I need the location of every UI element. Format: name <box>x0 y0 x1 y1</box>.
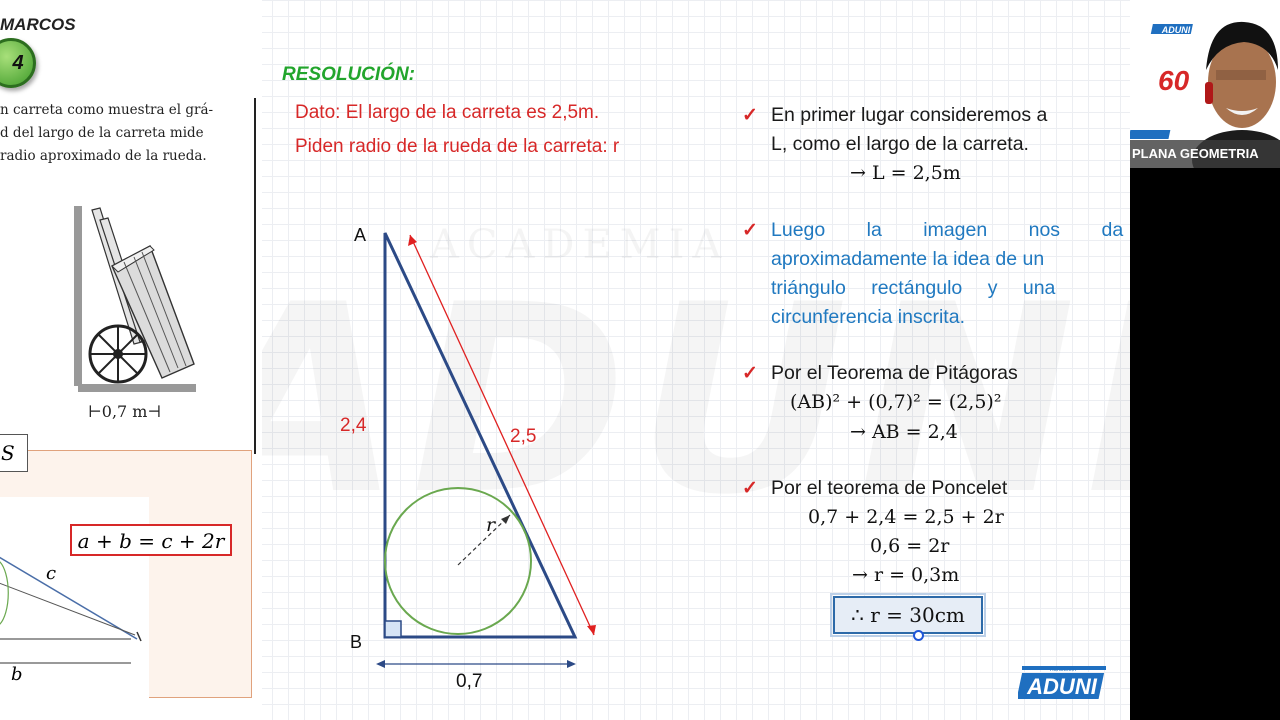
logo-text: ADUNI <box>1027 674 1097 699</box>
vertex-b-label: B <box>350 632 363 652</box>
pythagoras-equation: (AB)² + (0,7)² = (2,5)² <box>790 391 1002 413</box>
radius-label: r <box>486 514 496 536</box>
poncelet-result: → r = 0,3m <box>852 564 960 586</box>
step2-line3: triángulo rectángulo y una <box>771 277 1056 299</box>
webcam-logo-text: ADUNI <box>1161 25 1191 35</box>
poncelet-step2: 0,6 = 2r <box>870 535 950 557</box>
logo-sub-text: ACADEMIA <box>1049 667 1077 673</box>
step3-result: → AB = 2,4 <box>850 421 958 443</box>
base-label: 0,7 <box>456 671 483 692</box>
step3-title: Por el Teorema de Pitágoras <box>771 362 1018 384</box>
presenter-caption: PLANA GEOMETRIA <box>1130 140 1280 168</box>
pointer-cursor <box>913 630 924 641</box>
anniversary-badge: 60 <box>1158 65 1190 96</box>
poncelet-formula-box: a + b = c + 2r <box>70 524 232 556</box>
question-number: 4 <box>12 51 24 74</box>
exam-name: MARCOS <box>0 15 76 34</box>
check-icon: ✓ <box>742 363 758 384</box>
vertex-a-label: A <box>354 225 367 245</box>
section-tab: S <box>0 434 28 472</box>
problem-text-line-1: n carreta como muestra el grá- <box>0 102 214 118</box>
cart-illustration <box>72 202 202 400</box>
final-answer-box: ∴ r = 30cm <box>833 596 983 634</box>
hypotenuse-label-c: c <box>46 563 57 584</box>
right-triangle-diagram <box>330 215 620 695</box>
step4-title: Por el teorema de Poncelet <box>771 477 1008 499</box>
presenter-video <box>1130 0 1280 168</box>
given-data-text: Dato: El largo de la carreta es 2,5m. <box>295 102 600 123</box>
step2-line2: aproximadamente la idea de un <box>771 248 1045 270</box>
poncelet-equation: 0,7 + 2,4 = 2,5 + 2r <box>808 506 1004 528</box>
problem-text-line-3: radio aproximado de la rueda. <box>0 148 207 164</box>
asked-text: Piden radio de la rueda de la carreta: r <box>295 136 620 157</box>
webcam-panel <box>1130 0 1280 720</box>
aduni-logo <box>1018 664 1108 700</box>
step2-line4: circunferencia inscrita. <box>771 306 965 328</box>
step2-line1-text: Luego la imagen nos da <box>771 219 1124 241</box>
leg-label-b: b <box>11 664 23 685</box>
step1-line1: En primer lugar consideremos a <box>771 104 1048 126</box>
hypotenuse-label: 2,5 <box>510 426 537 447</box>
side-ab-label: 2,4 <box>340 415 367 436</box>
vertical-divider <box>254 98 256 454</box>
resolution-heading: RESOLUCIÓN: <box>282 64 415 85</box>
step1-line2: L, como el largo de la carreta. <box>771 133 1029 155</box>
check-icon: ✓ <box>742 105 758 126</box>
formula-panel <box>0 450 252 698</box>
problem-text-line-2: d del largo de la carreta mide <box>0 125 204 141</box>
step1-result: → L = 2,5m <box>850 162 961 184</box>
cart-width-dimension: ⊢0,7 m⊣ <box>88 402 162 421</box>
check-icon: ✓ <box>742 220 758 241</box>
step2-line1 <box>771 219 1124 242</box>
check-icon: ✓ <box>742 478 758 499</box>
